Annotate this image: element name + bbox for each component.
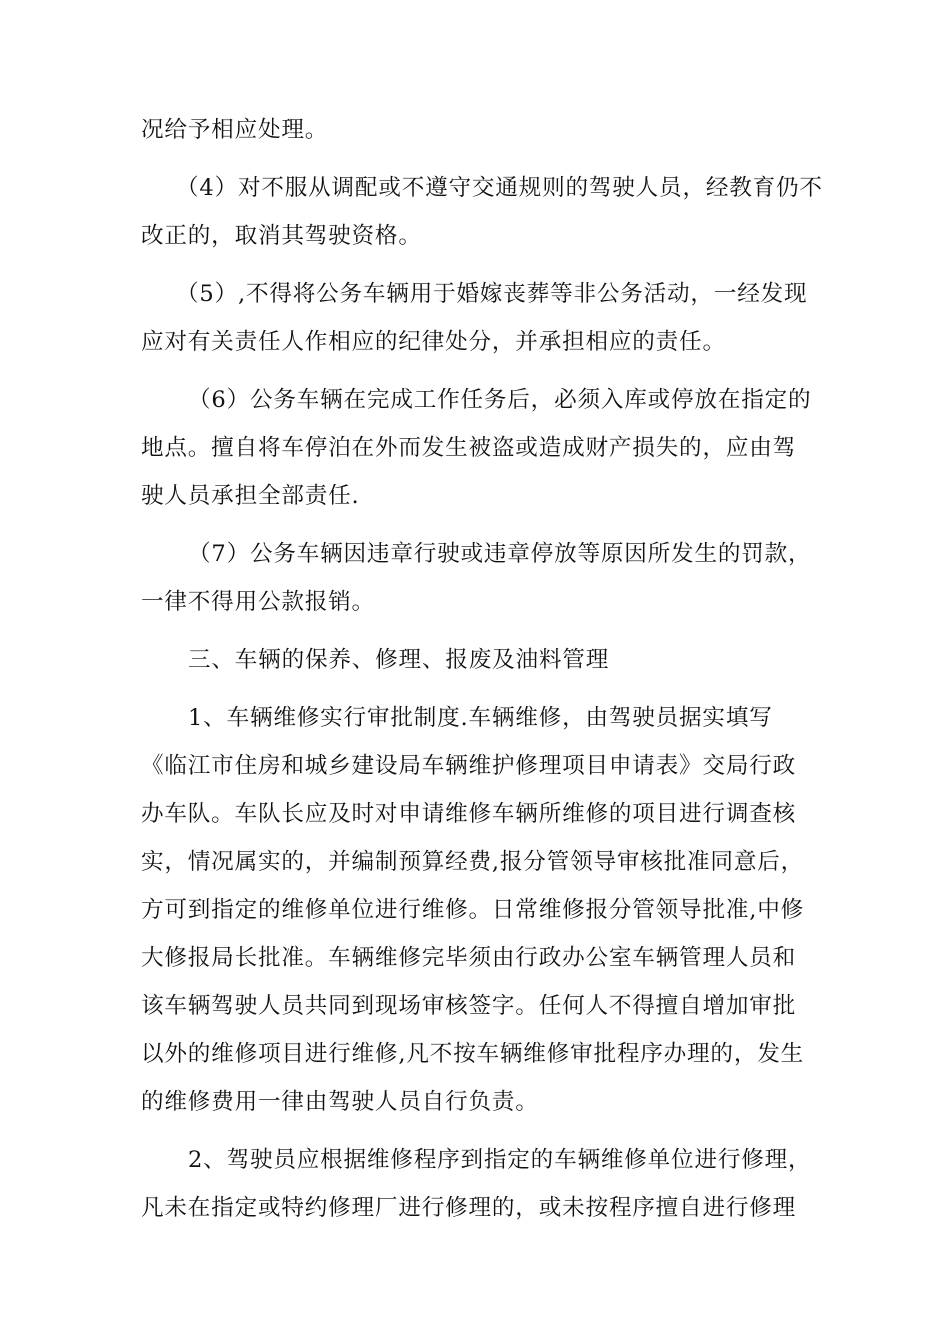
text-line: （6）公务车辆在完成工作任务后，必须入库或停放在指定的 [188,387,812,413]
section-heading: 三、车辆的保养、修理、报废及油料管理 [188,647,610,673]
text-line: 该车辆驾驶人员共同到现场审核签字。任何人不得擅自增加审批 [141,993,797,1019]
paragraph-gap [141,154,831,164]
paragraph-gap [141,1126,831,1136]
paragraph-gap [141,626,831,636]
text-line: 方可到指定的维修单位进行维修。日常维修报分管领导批准,中修 [141,897,805,923]
text-line: 应对有关责任人作相应的纪律处分，并承担相应的责任。 [141,329,726,355]
text-line: 驶人员承担全部责任. [141,483,360,509]
paragraph-gap [141,366,831,376]
text-line: （5）,不得将公务车辆用于婚嫁丧葬等非公务活动，一经发现 [176,281,808,307]
text-line: 2、驾驶员应根据维修程序到指定的车辆维修单位进行修理， [188,1147,812,1173]
text-line: 的维修费用一律由驾驶人员自行负责。 [141,1089,539,1115]
paragraph-gap [141,260,831,270]
text-line: （7）公务车辆因违章行驶或违章停放等原因所发生的罚款， [188,541,812,567]
text-line: 办车队。车队长应及时对申请维修车辆所维修的项目进行调查核 [141,801,797,827]
text-line: 实，情况属实的，并编制预算经费,报分管领导审核批准同意后， [141,849,805,875]
text-line: 1、车辆维修实行审批制度.车辆维修，由驾驶员据实填写 [188,705,773,731]
paragraph-gap [141,520,831,530]
paragraph-gap [141,684,831,694]
text-line: 一律不得用公款报销。 [141,589,375,615]
text-line: 大修报局长批准。车辆维修完毕须由行政办公室车辆管理人员和 [141,945,797,971]
text-line: 地点。擅自将车停泊在外而发生被盗或造成财产损失的，应由驾 [141,435,797,461]
text-line: 以外的维修项目进行维修,凡不按车辆维修审批程序办理的，发生 [141,1041,805,1067]
text-line: 凡未在指定或特约修理厂进行修理的，或未按程序擅自进行修理 [141,1195,797,1221]
document-body [141,106,831,1232]
text-line: 改正的，取消其驾驶资格。 [141,223,422,249]
text-line: （4）对不服从调配或不遵守交通规则的驾驶人员，经教育仍不 [176,175,823,201]
text-line: 《临江市住房和城乡建设局车辆维护修理项目申请表》交局行政 [141,753,797,779]
text-line: 况给予相应处理。 [141,117,329,143]
